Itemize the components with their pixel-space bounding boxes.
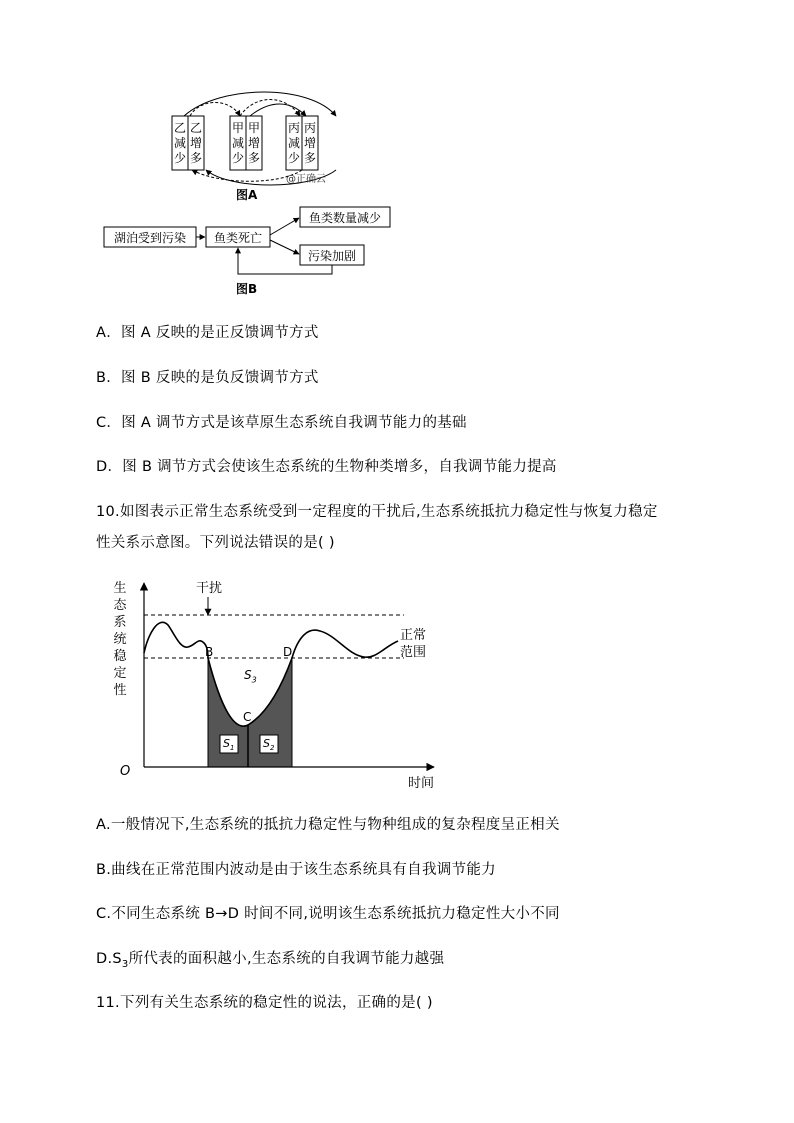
- fig-a-box-4-char1: 甲: [247, 121, 260, 135]
- fig-b-fish-decrease-box: 鱼类数量减少: [308, 211, 381, 225]
- chart-normal-range-label-2: 范围: [400, 645, 427, 660]
- fig-a-box-3-char1: 甲: [231, 121, 244, 135]
- chart-y-label-text: 生态系统稳定性: [113, 581, 127, 698]
- arc-top-2: [240, 100, 300, 117]
- chart-point-d: D: [283, 645, 293, 659]
- fig-a-watermark: @正确云: [286, 174, 326, 185]
- fig-a-box-5-char1: 丙: [287, 121, 300, 135]
- chart-point-c: C: [243, 710, 252, 724]
- chart-origin: O: [120, 764, 131, 779]
- chart-s1-sub: 1: [229, 744, 235, 753]
- q11-stem: 11.下列有关生态系统的稳定性的说法，正确的是( ): [96, 995, 433, 1011]
- stability-chart: [108, 575, 448, 790]
- fig-a-caption: 图A: [236, 188, 258, 202]
- chart-s2-sub: 2: [269, 744, 275, 753]
- fig-a-box-5: [286, 121, 302, 166]
- chart-s2-letter: S: [263, 737, 270, 750]
- q10-option-d-rest: 所代表的面积越小,生态系统的自我调节能力越强: [128, 951, 445, 967]
- q10-option-c: C.不同生态系统 B→D 时间不同,说明该生态系统抵抗力稳定性大小不同: [96, 906, 560, 922]
- fig-a-box-2-char1: 乙: [189, 121, 202, 135]
- fig-a-box-3-char3: 少: [231, 151, 244, 165]
- fig-a-box-1-char3: 少: [173, 151, 186, 165]
- fig-b-caption: 图B: [236, 282, 258, 296]
- q10-stem-line2: 性关系示意图。下列说法错误的是( ): [96, 535, 335, 551]
- fig-a-box-2: [188, 121, 204, 166]
- fig-a-box-1-char2: 减: [173, 136, 186, 150]
- q10-option-d-sub: 3: [121, 958, 129, 970]
- q9-option-b: B．图 B 反映的是负反馈调节方式: [96, 370, 319, 386]
- chart-y-label: [108, 580, 132, 699]
- fig-a-box-2-char2: 增: [189, 136, 202, 150]
- fig-a-box-3-char2: 减: [231, 136, 244, 150]
- fig-a-box-1-char1: 乙: [173, 121, 186, 135]
- fig-a-box-6-char2: 增: [303, 136, 316, 150]
- fig-a-box-6: [302, 121, 318, 166]
- arc-top-4: [250, 104, 306, 116]
- arc-top-1: [190, 103, 240, 117]
- fig-a-box-6-char3: 多: [303, 151, 316, 165]
- q10-option-d: [96, 949, 444, 975]
- fig-a-box-3: [230, 121, 246, 166]
- chart-s3-label: [244, 668, 257, 684]
- chart-s3-sub: 3: [251, 675, 257, 685]
- fig-a-box-4: [246, 121, 262, 166]
- fig-a-box-4-char2: 增: [247, 136, 260, 150]
- chart-s2-label: [263, 737, 274, 752]
- chart-point-b: B: [205, 645, 214, 659]
- q9-option-c: C．图 A 调节方式是该草原生态系统自我调节能力的基础: [96, 415, 467, 431]
- chart-s3-letter: S: [244, 668, 252, 682]
- chart-normal-range-label-1: 正常: [400, 628, 427, 643]
- fig-a-box-5-char2: 减: [287, 136, 300, 150]
- chart-s1-label: [223, 737, 234, 752]
- fig-a-box-6-char1: 丙: [303, 121, 316, 135]
- q10-stem-line1: 10.如图表示正常生态系统受到一定程度的干扰后,生态系统抵抗力稳定性与恢复力稳定: [96, 504, 658, 520]
- q9-option-a: A．图 A 反映的是正反馈调节方式: [96, 325, 319, 341]
- fig-b-fish-death-box: 鱼类死亡: [213, 231, 262, 245]
- chart-x-label: 时间: [408, 776, 435, 791]
- fig-b-lake-box: 湖泊受到污染: [113, 231, 186, 245]
- q9-option-d: D．图 B 调节方式会使该生态系统的生物种类增多，自我调节能力提高: [96, 459, 557, 475]
- fig-a-box-4-char3: 多: [247, 151, 260, 165]
- q10-option-a: A.一般情况下,生态系统的抵抗力稳定性与物种组成的复杂程度呈正相关: [96, 817, 560, 833]
- fig-a-box-5-char3: 少: [287, 151, 300, 165]
- chart-disturbance-label: 干扰: [196, 581, 223, 596]
- fig-a-box-2-char3: 多: [189, 151, 202, 165]
- chart-s1-letter: S: [223, 737, 230, 750]
- fig-b-pollution-box: 污染加剧: [307, 249, 356, 263]
- q10-option-b: B.曲线在正常范围内波动是由于该生态系统具有自我调节能力: [96, 862, 496, 878]
- q10-option-d-main: D.S: [96, 951, 122, 967]
- fig-a-box-1: [172, 121, 188, 166]
